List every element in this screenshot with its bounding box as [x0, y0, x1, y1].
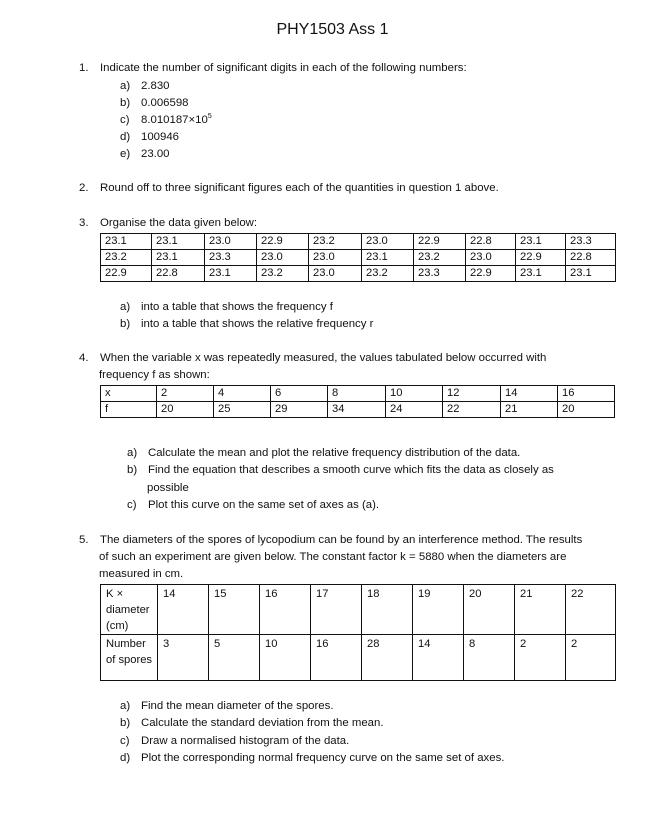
q1-item	[120, 80, 170, 94]
q5-item	[120, 717, 384, 731]
table-cell: 23.3	[414, 266, 466, 282]
table-cell: 22.8	[566, 250, 616, 266]
table-cell: 20	[558, 402, 615, 418]
question-text-continued: of such an experiment are given below. The constant factor k = 5880 when the diameters are	[99, 551, 567, 563]
q4-item	[127, 499, 379, 513]
item-value: 23.00	[141, 148, 170, 160]
table-cell: 22.9	[101, 266, 152, 282]
table-cell: 23.1	[205, 266, 257, 282]
item-label: c)	[127, 499, 137, 511]
item-label: d)	[120, 752, 131, 764]
item-label: c)	[120, 114, 130, 126]
question-text: Organise the data given below:	[100, 217, 258, 229]
item-label: a)	[120, 301, 131, 313]
table-row	[101, 386, 615, 402]
table-cell: 23.1	[152, 250, 205, 266]
table-cell: 28	[362, 635, 413, 681]
table-cell: 2	[515, 635, 566, 681]
table-cell: 4	[214, 386, 271, 402]
item-label: d)	[120, 131, 131, 143]
table-cell: 22.9	[414, 234, 466, 250]
question-text: Round off to three significant figures each of the quantities in question 1 above.	[100, 182, 499, 194]
table-cell: 23.0	[257, 250, 309, 266]
table-cell: 29	[271, 402, 328, 418]
table-cell: 23.3	[566, 234, 616, 250]
table-cell: 23.0	[362, 234, 414, 250]
item-label: c)	[120, 735, 130, 747]
table-cell: 16	[311, 635, 362, 681]
table-cell: 20	[157, 402, 214, 418]
table-cell: 23.2	[257, 266, 309, 282]
item-text: into a table that shows the frequency f	[141, 301, 333, 313]
q3-data-table	[100, 233, 616, 282]
q1-item	[120, 97, 189, 111]
question-text: When the variable x was repeatedly measured, the values tabulated below occurred with	[100, 352, 547, 364]
question-text-continued: measured in cm.	[99, 568, 184, 580]
table-cell: 22.8	[466, 234, 516, 250]
question-number: 1.	[79, 62, 89, 74]
table-cell: 6	[271, 386, 328, 402]
table-row	[101, 266, 616, 282]
q3-item	[120, 318, 373, 332]
table-cell: 22.8	[152, 266, 205, 282]
item-text: Calculate the standard deviation from the mean.	[141, 717, 384, 729]
table-row	[101, 585, 616, 635]
table-cell: 23.1	[152, 234, 205, 250]
q1-item	[120, 131, 179, 145]
table-cell: 23.2	[101, 250, 152, 266]
table-cell: 22.9	[466, 266, 516, 282]
question-4	[79, 352, 546, 366]
row-header: f	[101, 402, 157, 418]
question-3	[79, 217, 257, 231]
table-cell: 2	[157, 386, 214, 402]
table-cell: 8	[464, 635, 515, 681]
item-text: Calculate the mean and plot the relative frequency distribution of the data.	[148, 447, 521, 459]
q5-item	[120, 735, 349, 749]
item-label: b)	[127, 464, 138, 476]
q5-item	[120, 752, 504, 766]
question-text-continued: frequency f as shown:	[99, 369, 210, 381]
table-cell: 2	[566, 635, 616, 681]
table-cell: 23.1	[362, 250, 414, 266]
table-cell: 23.1	[566, 266, 616, 282]
table-cell: 23.2	[309, 234, 362, 250]
question-text: The diameters of the spores of lycopodium can be found by an interference method. The results	[100, 534, 583, 546]
table-cell: 22.9	[257, 234, 309, 250]
table-cell: 22.9	[516, 250, 566, 266]
table-cell: 23.3	[205, 250, 257, 266]
table-cell: 14	[158, 585, 209, 635]
item-value: 100946	[141, 131, 180, 143]
table-cell: 23.0	[309, 250, 362, 266]
table-cell: 23.1	[516, 234, 566, 250]
question-1	[79, 62, 467, 76]
table-cell: 23.0	[466, 250, 516, 266]
document-title: PHY1503 Ass 1	[276, 21, 389, 38]
table-cell: 14	[413, 635, 464, 681]
item-label: b)	[120, 318, 131, 330]
table-cell: 22	[566, 585, 616, 635]
table-row	[101, 250, 616, 266]
table-row	[101, 234, 616, 250]
table-cell: 15	[209, 585, 260, 635]
table-cell: 17	[311, 585, 362, 635]
row-header: K × diameter (cm)	[101, 585, 158, 635]
table-cell: 24	[386, 402, 443, 418]
item-value: 8.010187×10	[141, 114, 208, 126]
table-cell: 5	[209, 635, 260, 681]
table-cell: 14	[501, 386, 558, 402]
table-cell: 23.0	[309, 266, 362, 282]
question-number: 4.	[79, 352, 89, 364]
item-label: a)	[120, 80, 131, 92]
item-text: Plot the corresponding normal frequency curve on the same set of axes.	[141, 752, 505, 764]
question-number: 2.	[79, 182, 89, 194]
q4-item	[127, 447, 520, 461]
table-cell: 18	[362, 585, 413, 635]
q1-item	[120, 114, 212, 128]
table-cell: 19	[413, 585, 464, 635]
table-cell: 16	[558, 386, 615, 402]
item-text-continued: possible	[147, 482, 189, 494]
table-cell: 10	[386, 386, 443, 402]
q3-item	[120, 301, 333, 315]
table-cell: 23.2	[414, 250, 466, 266]
item-text: Plot this curve on the same set of axes as (a).	[148, 499, 380, 511]
table-cell: 23.1	[101, 234, 152, 250]
table-cell: 25	[214, 402, 271, 418]
q4-item	[127, 464, 554, 478]
row-header: x	[101, 386, 157, 402]
q5-item	[120, 700, 333, 714]
table-row	[101, 402, 615, 418]
item-label: a)	[127, 447, 138, 459]
exponent: 5	[207, 113, 212, 120]
question-number: 3.	[79, 217, 89, 229]
question-5	[79, 534, 582, 548]
question-text: Indicate the number of significant digits in each of the following numbers:	[100, 62, 467, 74]
table-cell: 16	[260, 585, 311, 635]
q5-spores-table	[100, 584, 616, 681]
table-cell: 34	[328, 402, 386, 418]
item-value: 0.006598	[141, 97, 189, 109]
table-cell: 23.1	[516, 266, 566, 282]
table-cell: 23.2	[362, 266, 414, 282]
item-text: Find the mean diameter of the spores.	[141, 700, 334, 712]
table-cell: 8	[328, 386, 386, 402]
q4-frequency-table	[100, 385, 615, 418]
table-cell: 10	[260, 635, 311, 681]
item-text: Find the equation that describes a smooth curve which fits the data as closely as	[148, 464, 554, 476]
item-text: into a table that shows the relative frequency r	[141, 318, 374, 330]
table-cell: 22	[443, 402, 501, 418]
question-2	[79, 182, 499, 196]
table-cell: 3	[158, 635, 209, 681]
item-label: b)	[120, 717, 131, 729]
table-cell: 12	[443, 386, 501, 402]
item-text: Draw a normalised histogram of the data.	[141, 735, 350, 747]
table-cell: 21	[501, 402, 558, 418]
item-label: e)	[120, 148, 131, 160]
row-header: Number of spores	[101, 635, 158, 681]
item-label: a)	[120, 700, 131, 712]
table-cell: 23.0	[205, 234, 257, 250]
item-value: 2.830	[141, 80, 170, 92]
question-number: 5.	[79, 534, 89, 546]
table-cell: 20	[464, 585, 515, 635]
table-cell: 21	[515, 585, 566, 635]
table-row	[101, 635, 616, 681]
item-label: b)	[120, 97, 131, 109]
q1-item	[120, 148, 170, 162]
